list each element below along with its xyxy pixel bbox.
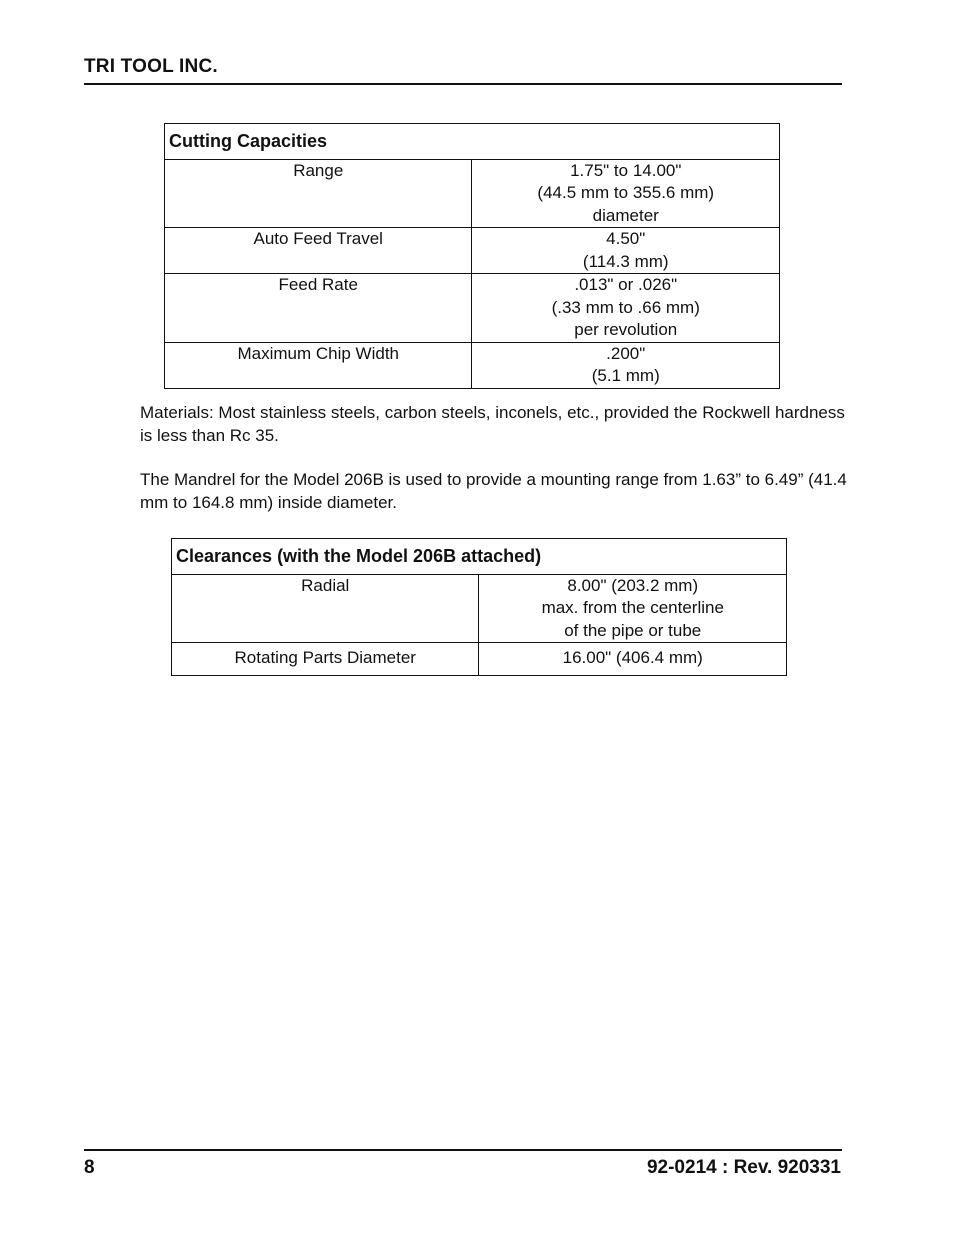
row-label: Auto Feed Travel (165, 228, 472, 274)
table-row (172, 574, 787, 643)
value-line: (114.3 mm) (582, 251, 669, 271)
mandrel-paragraph: The Mandrel for the Model 206B is used to provide a mounting range from 1.63” to 6.49” (41.4 mm to 164.8 mm) inside diameter. (140, 470, 847, 512)
table-row (165, 274, 780, 343)
cutting-capacities-table (164, 123, 780, 389)
row-value (472, 274, 780, 343)
value-line: .013" or .026" (574, 275, 678, 294)
value-line: 8.00" (203.2 mm) (567, 575, 699, 595)
value-line: 1.75" to 14.00" (570, 160, 682, 180)
value-line: of the pipe or tube (564, 620, 702, 640)
value-line: 4.50" (606, 229, 646, 248)
row-value (472, 159, 780, 228)
value-line: max. from the centerline (541, 598, 724, 617)
row-value (472, 342, 780, 388)
clearances-table (171, 538, 787, 676)
page-number: 8 (84, 1157, 95, 1178)
header-rule (84, 83, 842, 85)
row-value (479, 643, 787, 676)
row-label: Feed Rate (165, 274, 472, 343)
company-header: TRI TOOL INC. (84, 56, 218, 77)
table-row (165, 159, 780, 228)
table-row (165, 228, 780, 274)
row-label: Rotating Parts Diameter (172, 643, 479, 676)
row-label: Radial (172, 574, 479, 643)
value-line: (5.1 mm) (591, 366, 660, 385)
table-title: Clearances (with the Model 206B attached) (172, 539, 787, 575)
value-line: diameter (592, 205, 659, 225)
row-value (472, 228, 780, 274)
document-revision: 92-0214 : Rev. 920331 (646, 1157, 841, 1178)
table-row (165, 342, 780, 388)
row-value (479, 574, 787, 643)
value-line: (.33 mm to .66 mm) (551, 297, 700, 317)
row-label: Range (165, 159, 472, 228)
value-line: (44.5 mm to 355.6 mm) (537, 183, 715, 202)
value-line: 16.00" (406.4 mm) (562, 648, 703, 667)
value-line: .200" (606, 343, 646, 363)
value-line: per revolution (574, 320, 678, 339)
materials-paragraph: Materials: Most stainless steels, carbon steels, inconels, etc., provided the Rockwell hardness is less than Rc 35. (140, 403, 845, 445)
footer-rule (84, 1149, 842, 1151)
row-label: Maximum Chip Width (165, 342, 472, 388)
table-row (172, 643, 787, 676)
table-title: Cutting Capacities (165, 124, 780, 160)
